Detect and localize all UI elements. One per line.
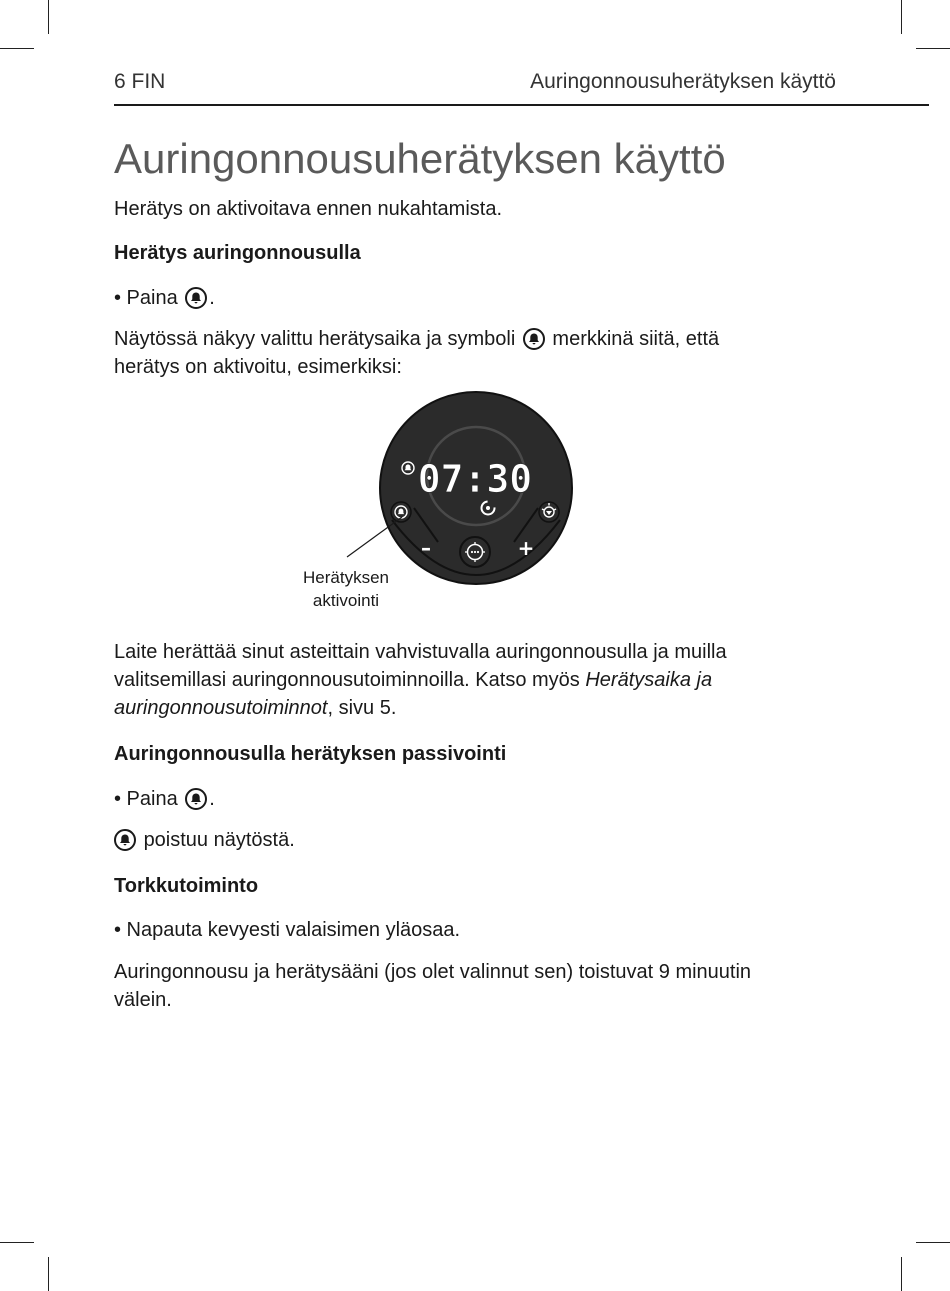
result-text: poistuu näytöstä. <box>143 829 295 851</box>
description-text: valitsemillasi auringonnousutoiminnoilla. Katso myös <box>114 669 586 691</box>
page-title: Auringonnousuherätyksen käyttö <box>114 135 726 182</box>
step-punct: . <box>209 788 215 810</box>
snooze-text: Auringonnousu ja herätysääni (jos olet valinnut sen) toistuvat 9 minuutin <box>114 961 752 983</box>
snooze-description <box>114 958 836 1014</box>
caption-line: Herätyksen <box>303 568 389 587</box>
snooze-text: välein. <box>114 989 172 1011</box>
activate-step <box>114 284 836 312</box>
cross-reference: Herätysaika ja <box>585 669 713 691</box>
cross-reference: auringonnousutoiminnot <box>114 697 328 719</box>
alarm-bell-icon <box>185 788 207 810</box>
crop-mark <box>0 1242 34 1243</box>
crop-mark <box>916 1242 950 1243</box>
minus-button[interactable]: – <box>421 536 431 560</box>
crop-mark <box>901 0 902 34</box>
display-time: 07:30 <box>417 457 533 501</box>
display-text: herätys on aktivoitu, esimerkiksi: <box>114 356 402 378</box>
display-text: merkkinä siitä, että <box>552 328 720 350</box>
callout-line <box>340 515 410 565</box>
plus-button[interactable]: + <box>517 536 535 560</box>
caption-line: aktivointi <box>312 591 380 610</box>
alarm-bell-icon <box>185 287 207 309</box>
alarm-bell-icon <box>523 328 545 350</box>
description-text: , sivu 5. <box>327 697 397 719</box>
page-number: 6 FIN <box>114 70 166 93</box>
menu-button[interactable] <box>460 537 490 567</box>
activate-heading: Herätys auringonnousulla <box>114 242 361 264</box>
page-header <box>114 70 836 100</box>
step-text: • Paina <box>114 788 178 810</box>
snooze-step: • Napauta kevyesti valaisimen yläosaa. <box>114 919 461 941</box>
step-text: • Paina <box>114 287 178 309</box>
crop-mark <box>916 48 950 49</box>
crop-mark <box>0 48 34 49</box>
description-text: Laite herättää sinut asteittain vahvistuvalla auringonnousulla ja muilla <box>114 641 727 663</box>
snooze-heading: Torkkutoiminto <box>114 875 259 897</box>
alarm-bell-icon <box>114 829 136 851</box>
sunrise-settings-button[interactable] <box>539 502 559 522</box>
deactivate-step <box>114 785 836 813</box>
header-rule <box>114 104 929 106</box>
crop-mark <box>48 1257 49 1291</box>
running-title: Auringonnousuherätyksen käyttö <box>530 70 836 93</box>
display-text: Näytössä näkyy valittu herätysaika ja symboli <box>114 328 516 350</box>
device-caption <box>290 566 402 612</box>
deactivate-result <box>114 826 836 854</box>
intro-text: Herätys on aktivoitava ennen nukahtamista. <box>114 198 502 220</box>
step-punct: . <box>209 287 215 309</box>
deactivate-heading: Auringonnousulla herätyksen passivointi <box>114 743 507 765</box>
crop-mark <box>48 0 49 34</box>
crop-mark <box>901 1257 902 1291</box>
display-description <box>114 325 836 381</box>
description-paragraph <box>114 638 836 722</box>
